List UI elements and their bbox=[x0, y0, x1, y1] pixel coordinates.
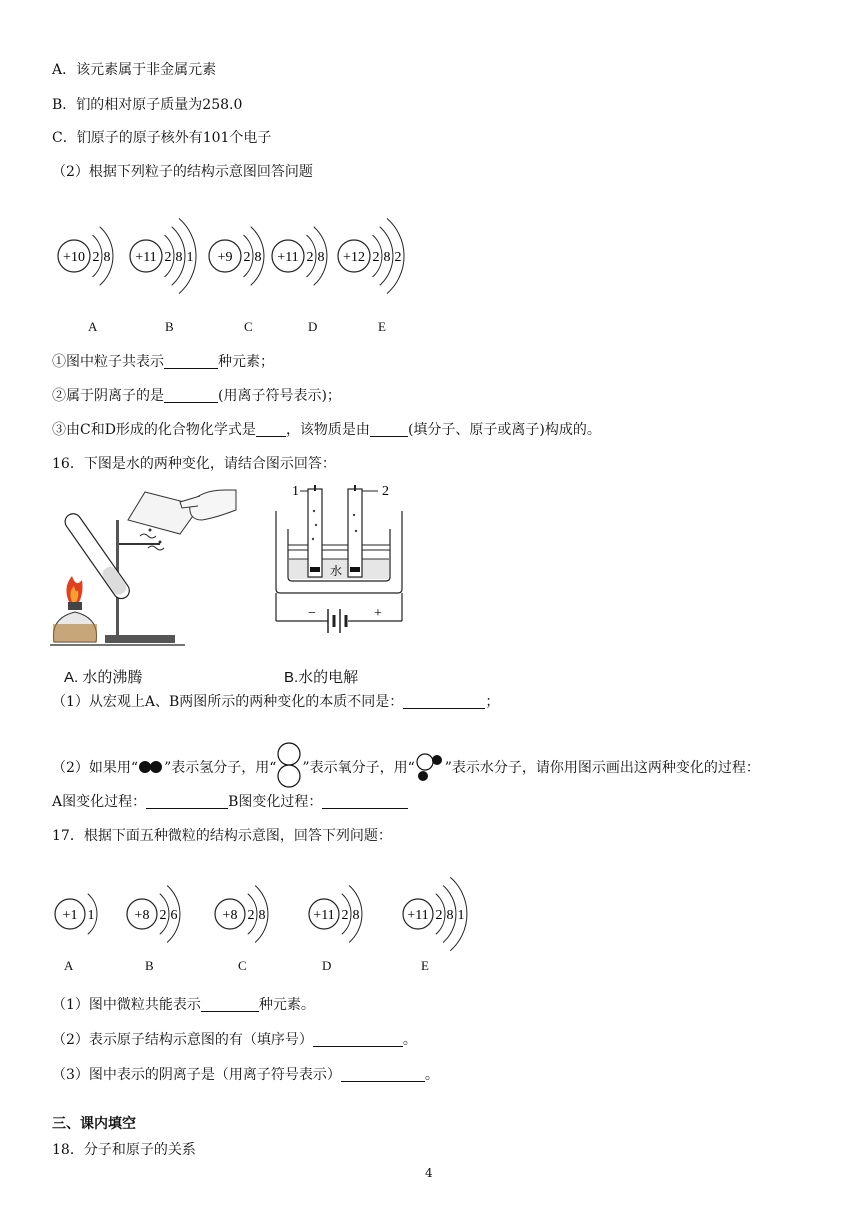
oxygen-molecule-icon bbox=[276, 742, 302, 793]
diagram2-label-e: E bbox=[421, 958, 429, 973]
shell-electron-count: 2 bbox=[159, 908, 167, 923]
shell-electron-count: 8 bbox=[103, 250, 111, 265]
nucleus-charge: +8 bbox=[134, 908, 150, 923]
diagram1-atom-e bbox=[338, 218, 404, 293]
answer-blank[interactable] bbox=[201, 997, 259, 1012]
nucleus-charge: +10 bbox=[63, 250, 85, 265]
shell-electron-count: 8 bbox=[446, 908, 454, 923]
answer-blank[interactable] bbox=[146, 794, 228, 809]
tube1-label: 1 bbox=[292, 484, 299, 499]
shell-electron-count: 8 bbox=[317, 250, 325, 265]
diagram1-atom-d bbox=[272, 227, 327, 286]
water-boiling-apparatus bbox=[50, 484, 240, 649]
section-heading: 三、课内填空 bbox=[52, 1116, 136, 1132]
q17-sub1: （1）图中微粒共能表示 种元素。 bbox=[52, 997, 315, 1013]
answer-blank[interactable] bbox=[313, 1032, 403, 1047]
nucleus-charge: +11 bbox=[407, 908, 429, 923]
water-label: 水 bbox=[330, 564, 343, 578]
shell-electron-count: 8 bbox=[175, 250, 183, 265]
shell-electron-count: 1 bbox=[186, 250, 194, 265]
water-electrolysis-apparatus bbox=[268, 481, 418, 633]
diagram1-atom-a bbox=[58, 227, 113, 286]
shell-electron-count: 2 bbox=[372, 250, 380, 265]
answer-blank[interactable] bbox=[322, 794, 408, 809]
hydrogen-molecule-icon bbox=[138, 760, 164, 779]
shell-electron-count: 8 bbox=[258, 908, 266, 923]
diagram1-label-a: A bbox=[88, 319, 98, 334]
q15-sub3: ③由C和D形成的化合物化学式是 ，该物质是由 (填分子、原子或离子)构成的。 bbox=[52, 422, 601, 438]
shell-electron-count: 2 bbox=[243, 250, 251, 265]
diagram2-label-d: D bbox=[322, 958, 332, 973]
q16-sub2: （2）如果用“ ”表示氢分子，用“ ”表示氧分子，用“ ”表示水分子，请你用图示画出这两种变化的过程： bbox=[52, 742, 760, 793]
shell-electron-count: 2 bbox=[247, 908, 255, 923]
diagram2-atom-a bbox=[55, 894, 97, 935]
page-number: 4 bbox=[425, 1166, 433, 1180]
q15-sub2: ②属于阴离子的是 (用离子符号表示)； bbox=[52, 388, 341, 404]
shell-electron-count: 8 bbox=[254, 250, 262, 265]
diagram1-label-b: B bbox=[165, 319, 174, 334]
nucleus-charge: +9 bbox=[217, 250, 233, 265]
q15-sub1: ①图中粒子共表示 种元素； bbox=[52, 354, 274, 370]
diagram2-atom-d bbox=[309, 886, 362, 943]
diagram1-label-e: E bbox=[378, 319, 386, 334]
answer-blank[interactable] bbox=[341, 1067, 425, 1082]
q17-sub2: （2）表示原子结构示意图的有（填序号） 。 bbox=[52, 1032, 417, 1048]
diagram1-label-c: C bbox=[244, 319, 253, 334]
q16-sub3: A图变化过程： B图变化过程： bbox=[52, 793, 408, 811]
caption-b: B.水的电解 bbox=[284, 669, 359, 686]
diagram2-label-a: A bbox=[64, 958, 74, 973]
atom-structure-diagram-1 bbox=[50, 200, 430, 312]
diagram1-atom-c bbox=[209, 227, 264, 286]
diagram2-atom-c bbox=[215, 886, 268, 943]
nucleus-charge: +11 bbox=[135, 250, 157, 265]
shell-electron-count: 2 bbox=[341, 908, 349, 923]
nucleus-charge: +12 bbox=[343, 250, 365, 265]
tube2-label: 2 bbox=[382, 484, 389, 499]
water-molecule-icon bbox=[415, 752, 445, 787]
diagram1-label-d: D bbox=[308, 319, 318, 334]
shell-electron-count: 2 bbox=[435, 908, 443, 923]
nucleus-charge: +11 bbox=[277, 250, 299, 265]
nucleus-charge: +11 bbox=[313, 908, 335, 923]
shell-electron-count: 6 bbox=[170, 908, 178, 923]
answer-blank[interactable] bbox=[164, 388, 218, 403]
answer-blank[interactable] bbox=[256, 422, 286, 437]
shell-electron-count: 2 bbox=[164, 250, 172, 265]
shell-electron-count: 2 bbox=[306, 250, 314, 265]
atom-structure-diagram-2 bbox=[50, 866, 490, 956]
diagram2-atom-e bbox=[403, 877, 467, 951]
shell-electron-count: 1 bbox=[457, 908, 465, 923]
caption-a: A. 水的沸腾 bbox=[64, 669, 143, 686]
option-b: B．钔的相对原子质量为258.0 bbox=[52, 97, 243, 113]
q17-stem: 17．根据下面五种微粒的结构示意图，回答下列问题： bbox=[52, 828, 392, 844]
q16-stem: 16．下图是水的两种变化，请结合图示回答： bbox=[52, 456, 336, 472]
diagram2-label-c: C bbox=[238, 958, 247, 973]
diagram1-atom-b bbox=[130, 218, 196, 293]
diagram2-label-b: B bbox=[145, 958, 154, 973]
q16-sub1: （1）从宏观上A、B两图所示的两种变化的本质不同是： ； bbox=[52, 694, 500, 710]
option-a: A．该元素属于非金属元素 bbox=[52, 62, 217, 78]
part2-question: （2）根据下列粒子的结构示意图回答问题 bbox=[52, 164, 313, 180]
shell-electron-count: 8 bbox=[352, 908, 360, 923]
nucleus-charge: +8 bbox=[222, 908, 238, 923]
answer-blank[interactable] bbox=[370, 422, 408, 437]
shell-electron-count: 2 bbox=[92, 250, 100, 265]
q17-sub3: （3）图中表示的阴离子是（用离子符号表示） 。 bbox=[52, 1067, 439, 1083]
diagram2-atom-b bbox=[127, 886, 180, 943]
shell-electron-count: 8 bbox=[383, 250, 391, 265]
plus-sign: + bbox=[374, 606, 382, 621]
nucleus-charge: +1 bbox=[62, 908, 78, 923]
option-c: C．钔原子的原子核外有101个电子 bbox=[52, 130, 272, 146]
answer-blank[interactable] bbox=[403, 694, 485, 709]
shell-electron-count: 1 bbox=[87, 908, 95, 923]
answer-blank[interactable] bbox=[164, 354, 218, 369]
shell-electron-count: 2 bbox=[394, 250, 402, 265]
q18-stem: 18．分子和原子的关系 bbox=[52, 1142, 196, 1158]
minus-sign: − bbox=[308, 606, 316, 621]
